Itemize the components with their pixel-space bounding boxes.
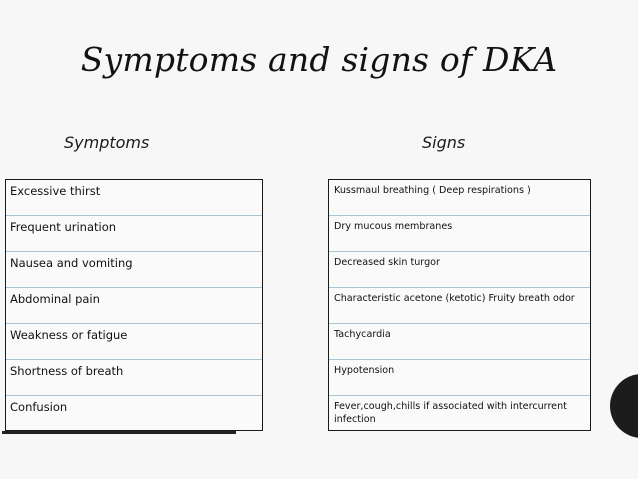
symptom-cell: Weakness or fatigue [10, 328, 128, 342]
sign-cell: Characteristic acetone (ketotic) Fruity breath odor [334, 293, 575, 304]
decorative-circle [610, 374, 638, 438]
table-row [329, 324, 590, 360]
table-row [6, 324, 262, 360]
sign-cell: Tachycardia [334, 329, 391, 340]
decorative-underline [2, 431, 236, 434]
slide-title: Symptoms and signs of DKA [80, 40, 558, 79]
table-row [6, 180, 262, 216]
signs-heading: Signs [422, 133, 466, 152]
symptom-cell: Shortness of breath [10, 364, 124, 378]
sign-cell: Fever,cough,chills if associated with intercurrent infection [334, 401, 567, 425]
symptoms-table [5, 179, 263, 431]
table-row [6, 288, 262, 324]
symptoms-heading: Symptoms [64, 133, 150, 152]
sign-cell: Kussmaul breathing ( Deep respirations ) [334, 185, 531, 196]
sign-cell: Dry mucous membranes [334, 221, 453, 232]
symptom-cell: Abdominal pain [10, 292, 100, 306]
table-row [329, 180, 590, 216]
table-row [6, 252, 262, 288]
symptom-cell: Nausea and vomiting [10, 256, 133, 270]
symptom-cell: Frequent urination [10, 220, 117, 234]
table-row [329, 360, 590, 396]
table-row [329, 252, 590, 288]
table-row [329, 396, 590, 432]
signs-table [328, 179, 591, 431]
table-row [329, 288, 590, 324]
symptom-cell: Confusion [10, 400, 68, 414]
sign-cell: Hypotension [334, 365, 395, 376]
table-row [329, 216, 590, 252]
table-row [6, 360, 262, 396]
sign-cell: Decreased skin turgor [334, 257, 440, 268]
table-row [6, 216, 262, 252]
symptom-cell: Excessive thirst [10, 184, 101, 198]
table-row [6, 396, 262, 432]
